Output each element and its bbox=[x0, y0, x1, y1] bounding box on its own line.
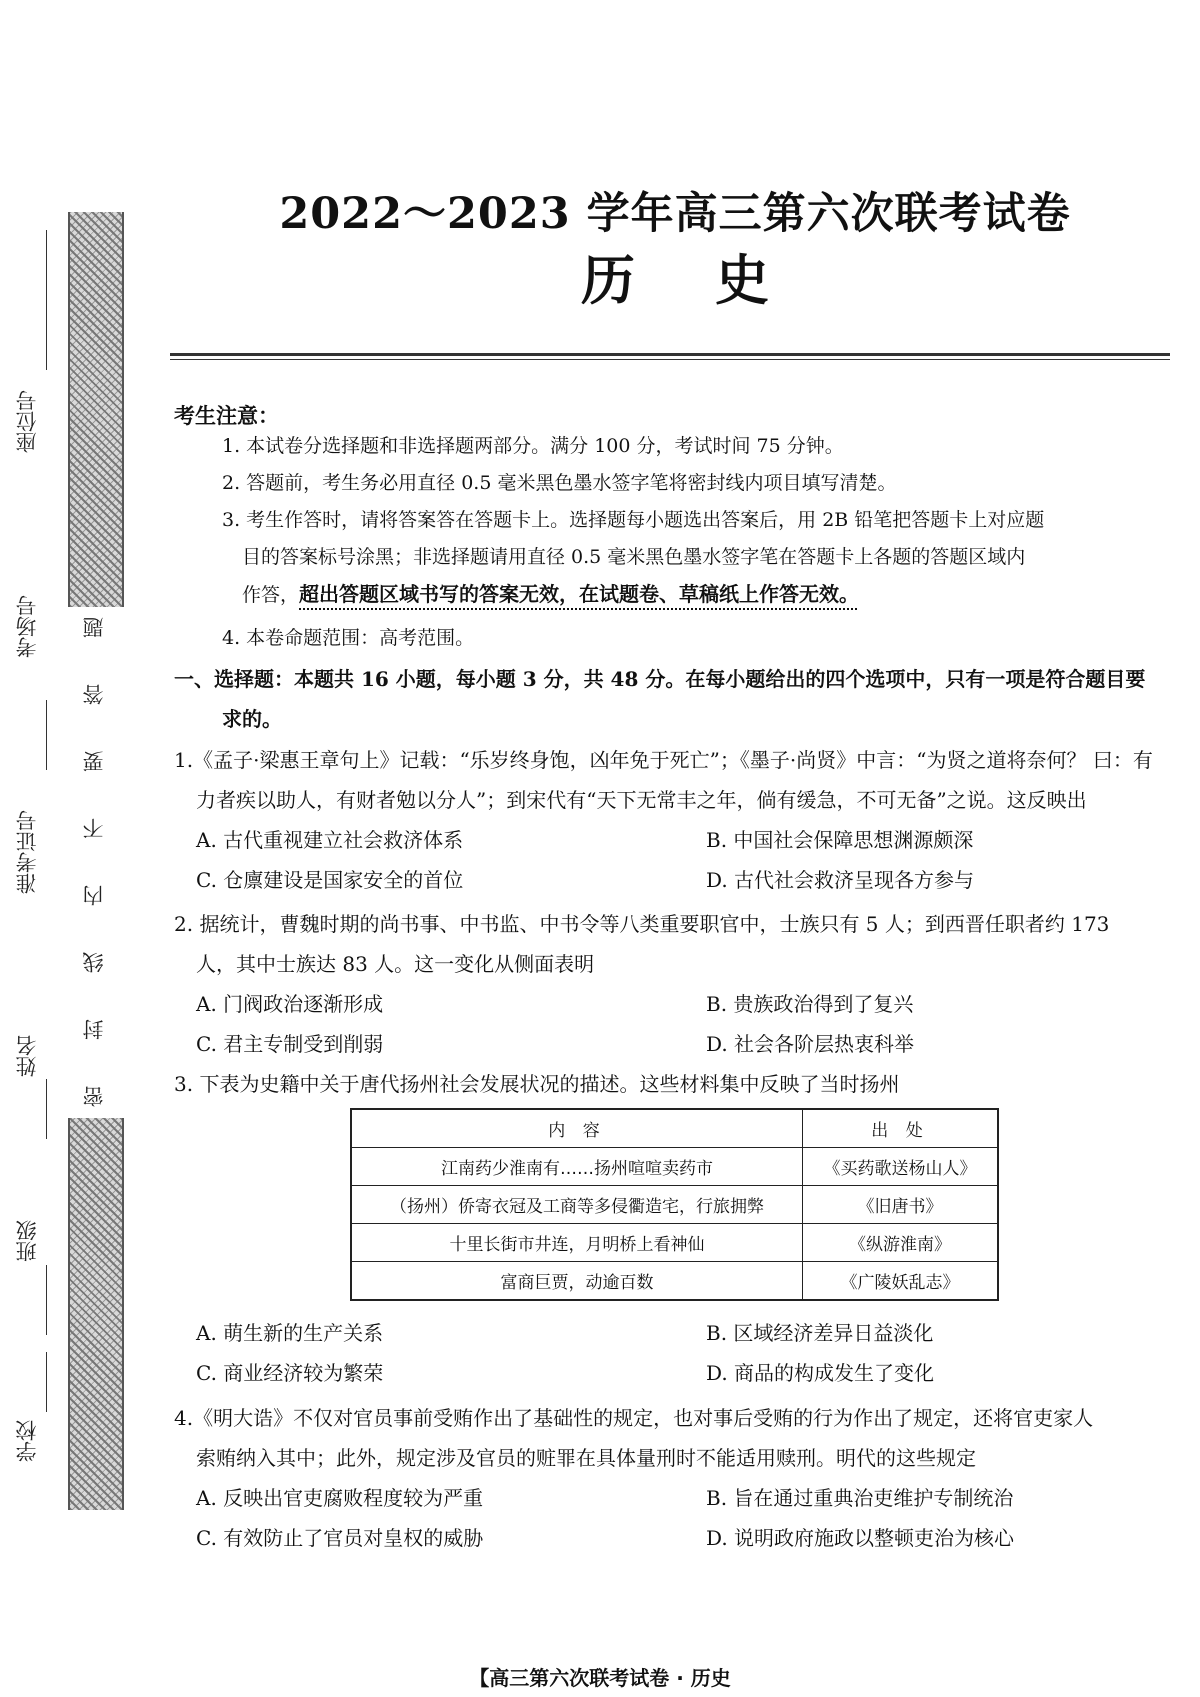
question-4 bbox=[174, 1398, 1179, 1478]
seal-char: 答 bbox=[81, 684, 106, 705]
question-line: 索贿纳入其中；此外，规定涉及官员的赃罪在具体量刑时不能适用赎刑。明代的这些规定 bbox=[196, 1446, 976, 1470]
option-d[interactable]: D. 社会各阶层热衷科举 bbox=[706, 1032, 915, 1056]
table-row bbox=[351, 1262, 998, 1301]
table-cell-source: 《广陵妖乱志》 bbox=[803, 1262, 999, 1301]
question-2 bbox=[174, 904, 1179, 984]
name-field[interactable] bbox=[12, 955, 52, 1135]
exam-id-label: 准考证号 bbox=[15, 810, 39, 894]
school-label: 学校 bbox=[15, 1420, 39, 1462]
table-row bbox=[351, 1186, 998, 1224]
name-label: 姓名 bbox=[15, 1035, 39, 1077]
question-line: 2. 据统计，曹魏时期的尚书事、中书监、中书令等八类重要职官中，士族只有 5 人；到西晋任职者约 173 bbox=[174, 912, 1110, 936]
question-line: 人，其中士族达 83 人。这一变化从侧面表明 bbox=[196, 952, 595, 976]
table-cell-content: （扬州）侨寄衣冠及工商等多侵衢造宅，行旅拥弊 bbox=[351, 1186, 803, 1224]
notice-emphasis: 超出答题区域书写的答案无效，在试题卷、草稿纸上作答无效。 bbox=[299, 582, 860, 606]
seal-char: 内 bbox=[81, 885, 106, 906]
header-rule-thick bbox=[170, 353, 1170, 356]
table-row bbox=[351, 1148, 998, 1186]
option-a[interactable]: A. 萌生新的生产关系 bbox=[196, 1321, 384, 1345]
question-line: 4.《明大诰》不仅对官员事前受贿作出了基础性的规定，也对事后受贿的行为作出了规定，还将官吏家人 bbox=[174, 1406, 1094, 1430]
table-header-content: 内 容 bbox=[351, 1109, 803, 1148]
class-line bbox=[46, 1265, 47, 1335]
question-3 bbox=[174, 1064, 1179, 1104]
section-line: 求的。 bbox=[222, 707, 282, 731]
notice-item-prefix: 作答， bbox=[242, 584, 300, 606]
seat-field[interactable] bbox=[12, 230, 52, 460]
option-d[interactable]: D. 古代社会救济呈现各方参与 bbox=[706, 868, 975, 892]
exam-id-field[interactable] bbox=[12, 700, 52, 940]
seal-char: 线 bbox=[81, 952, 106, 973]
option-d[interactable]: D. 说明政府施政以整顿吏治为核心 bbox=[706, 1526, 1015, 1550]
notice-item: 4. 本卷命题范围：高考范围。 bbox=[222, 627, 475, 649]
table-row bbox=[351, 1224, 998, 1262]
seat-line bbox=[46, 230, 47, 370]
question-2-options bbox=[196, 984, 1176, 1064]
option-c[interactable]: C. 商业经济较为繁荣 bbox=[196, 1361, 384, 1385]
option-c[interactable]: C. 君主专制受到削弱 bbox=[196, 1032, 384, 1056]
exam-room-label: 考场号 bbox=[15, 595, 39, 658]
header-rule-thin bbox=[170, 359, 1170, 360]
option-c[interactable]: C. 仓廪建设是国家安全的首位 bbox=[196, 868, 464, 892]
seat-label: 座位号 bbox=[15, 390, 39, 453]
option-b[interactable]: B. 贵族政治得到了复兴 bbox=[706, 992, 914, 1016]
section-line: 一、选择题：本题共 16 小题，每小题 3 分，共 48 分。在每小题给出的四个选项中，只有一项是符合题目要 bbox=[174, 667, 1146, 691]
table-cell-source: 《买药歌送杨山人》 bbox=[803, 1148, 999, 1186]
option-b[interactable]: B. 区域经济差异日益淡化 bbox=[706, 1321, 934, 1345]
question-1-options bbox=[196, 820, 1176, 900]
table-cell-source: 《纵游淮南》 bbox=[803, 1224, 999, 1262]
school-line bbox=[46, 1352, 47, 1412]
question-3-options bbox=[196, 1313, 1176, 1393]
exam-room-field[interactable] bbox=[12, 535, 52, 695]
option-c[interactable]: C. 有效防止了官员对皇权的威胁 bbox=[196, 1526, 484, 1550]
seal-line-text bbox=[68, 617, 120, 1107]
question-3-table bbox=[350, 1108, 999, 1301]
binding-pattern-top bbox=[68, 212, 124, 607]
table-cell-source: 《旧唐书》 bbox=[803, 1186, 999, 1224]
question-4-options bbox=[196, 1478, 1176, 1558]
name-line bbox=[46, 1079, 47, 1139]
exam-title: 2022～2023 学年高三第六次联考试卷 bbox=[279, 189, 1071, 239]
subject-title: 历史 bbox=[581, 248, 849, 312]
page-footer: 【高三第六次联考试卷 · 历史 bbox=[469, 1666, 731, 1690]
notice-item: 目的答案标号涂黑；非选择题请用直径 0.5 毫米黑色墨水签字笔在答题卡上各题的答题区域内 bbox=[242, 546, 1026, 568]
table-cell-content: 十里长街市井连，月明桥上看神仙 bbox=[351, 1224, 803, 1262]
notice-item: 2. 答题前，考生务必用直径 0.5 毫米黑色墨水签字笔将密封线内项目填写清楚。 bbox=[222, 472, 897, 494]
seal-char: 要 bbox=[81, 751, 106, 772]
table-cell-content: 富商巨贾，动逾百数 bbox=[351, 1262, 803, 1301]
table-header-source: 出 处 bbox=[803, 1109, 999, 1148]
notice-list bbox=[222, 428, 1182, 657]
notice-item: 1. 本试卷分选择题和非选择题两部分。满分 100 分，考试时间 75 分钟。 bbox=[222, 435, 844, 457]
option-b[interactable]: B. 中国社会保障思想渊源颇深 bbox=[706, 828, 974, 852]
exam-id-line bbox=[46, 700, 47, 770]
table-header-row bbox=[351, 1109, 998, 1148]
question-line: 3. 下表为史籍中关于唐代扬州社会发展状况的描述。这些材料集中反映了当时扬州 bbox=[174, 1072, 900, 1096]
class-label: 班级 bbox=[15, 1220, 39, 1262]
section-heading bbox=[174, 659, 1179, 739]
notice-title: 考生注意： bbox=[174, 403, 279, 428]
question-line: 力者疾以助人，有财者勉以分人”；到宋代有“天下无常丰之年，倘有缓急，不可无备”之说。这反映出 bbox=[196, 788, 1087, 812]
option-d[interactable]: D. 商品的构成发生了变化 bbox=[706, 1361, 935, 1385]
seal-char: 密 bbox=[81, 1086, 106, 1107]
class-field[interactable] bbox=[12, 1150, 52, 1325]
seal-char: 封 bbox=[81, 1019, 106, 1040]
table-cell-content: 江南药少淮南有……扬州喧喧卖药市 bbox=[351, 1148, 803, 1186]
notice-item: 3. 考生作答时，请将答案答在答题卡上。选择题每小题选出答案后，用 2B 铅笔把答题卡上对应题 bbox=[222, 509, 1045, 531]
seal-char: 题 bbox=[81, 617, 106, 638]
option-a[interactable]: A. 古代重视建立社会救济体系 bbox=[196, 828, 464, 852]
school-field[interactable] bbox=[12, 1352, 52, 1462]
notice-item-emphasis-line bbox=[222, 576, 1182, 614]
option-a[interactable]: A. 反映出官吏腐败程度较为严重 bbox=[196, 1486, 484, 1510]
question-1 bbox=[174, 740, 1179, 820]
question-line: 1.《孟子·梁惠王章句上》记载：“乐岁终身饱，凶年免于死亡”；《墨子·尚贤》中言：“为贤之道将奈何？ 曰：有 bbox=[174, 748, 1153, 772]
option-b[interactable]: B. 旨在通过重典治吏维护专制统治 bbox=[706, 1486, 1014, 1510]
binding-pattern-bottom bbox=[68, 1118, 124, 1510]
seal-char: 不 bbox=[81, 818, 106, 839]
option-a[interactable]: A. 门阀政治逐渐形成 bbox=[196, 992, 384, 1016]
